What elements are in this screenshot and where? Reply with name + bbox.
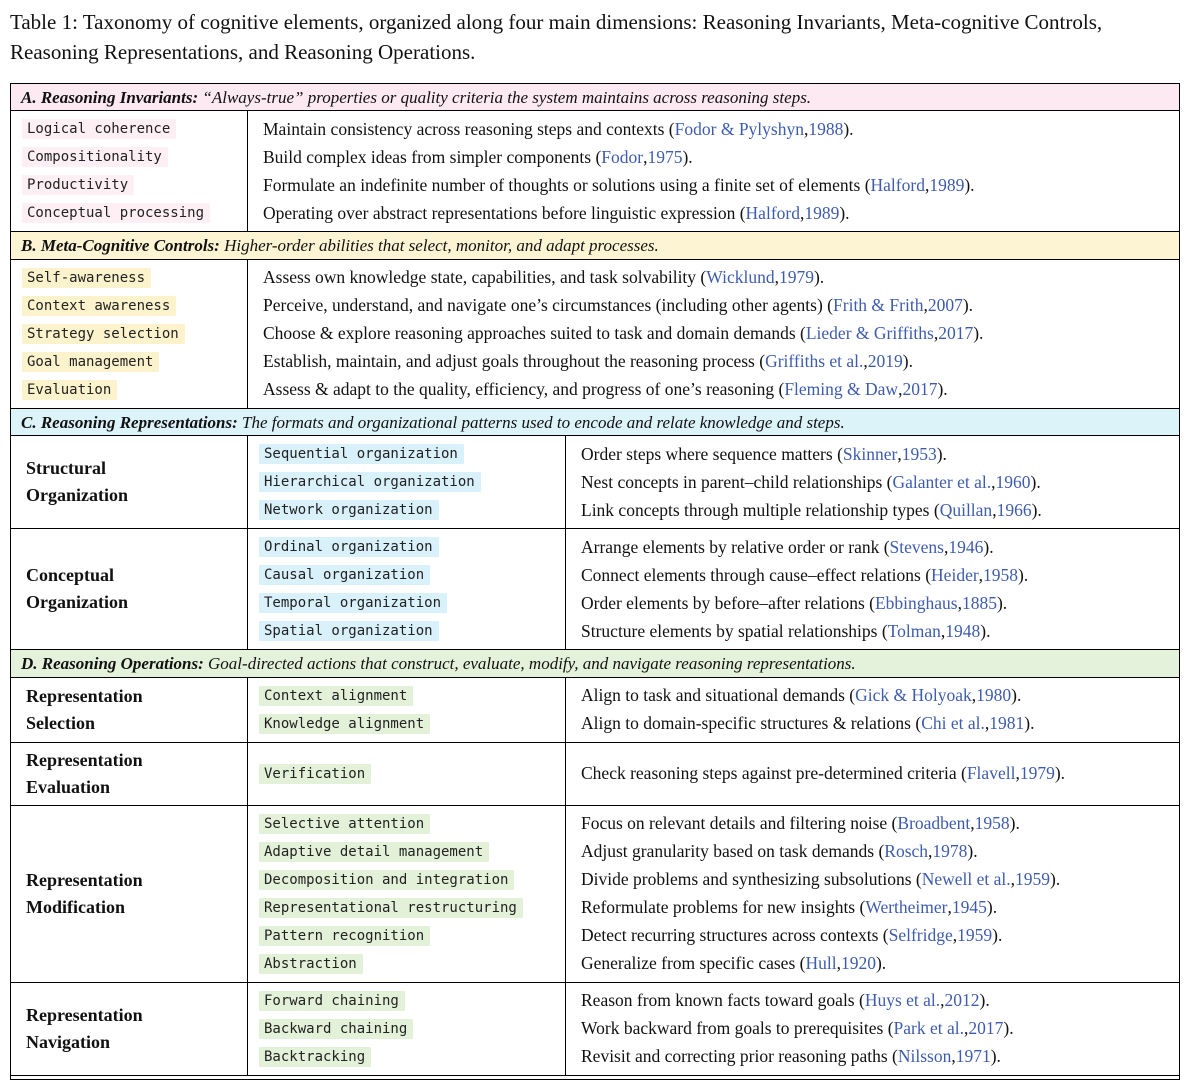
citation-close: ). [937,379,948,400]
element-chip: Compositionality [22,147,168,167]
element-chip-row [259,1043,565,1071]
citation-year-link[interactable]: 2017 [968,1018,1004,1039]
element-chip: Network organization [259,500,439,520]
citation-close: ). [1011,685,1022,706]
citation-separator: , [924,174,930,195]
element-chip-row [22,264,247,292]
description-row [581,866,1179,894]
citation-close: ). [990,1046,1001,1067]
description-text: Structure elements by spatial relationships ( [581,620,888,641]
citation-year-link[interactable]: 1975 [647,146,683,167]
citation-year-link[interactable]: 1948 [945,620,981,641]
descriptions-column [566,529,1179,649]
section-subtitle: Goal-directed actions that construct, evaluate, modify, and navigate reasoning representations. [208,654,856,674]
element-labels-column [248,436,566,528]
section-title: B. Meta-Cognitive Controls: [21,236,225,256]
description-text: Formulate an indefinite number of thoughts or solutions using a finite set of elements ( [263,174,871,195]
group-row [11,742,1179,805]
element-chip: Selective attention [259,814,430,834]
citation-close: ). [813,267,825,288]
descriptions-column [566,806,1179,982]
element-chip: Strategy selection [22,324,185,344]
description-text: Detect recurring structures across contexts ( [581,925,889,946]
description-text: Order elements by before–after relations ( [581,592,875,613]
element-chip-row [259,922,565,950]
section-header [11,649,1179,678]
citation-separator: , [957,592,962,613]
description-row [263,115,1179,143]
element-chip: Backtracking [259,1047,371,1067]
citation-author-link[interactable]: Broadbent [897,813,971,834]
sections-container [11,84,1179,1076]
group-row [11,678,1179,742]
citation-year-link[interactable]: 1953 [901,443,937,464]
citation-close: ). [1024,713,1035,734]
citation-separator: , [952,925,958,946]
element-chip: Temporal organization [259,593,447,613]
citation-author-link[interactable]: Fleming & Daw [784,379,899,400]
citation-separator: , [803,118,809,139]
group-row [11,111,1179,231]
description-row [263,264,1179,292]
citation-separator: , [643,146,648,167]
description-row [263,143,1179,171]
description-text: Link concepts through multiple relationship types ( [581,499,940,520]
description-row [581,440,1179,468]
element-chip: Backward chaining [259,1019,413,1039]
description-row [263,320,1179,348]
description-text: Reason from known facts toward goals ( [581,990,865,1011]
description-text: Choose & explore reasoning approaches suited to task and domain demands ( [263,323,806,344]
citation-separator: , [940,620,946,641]
citation-author-link[interactable]: Hull [805,953,837,974]
description-text: Check reasoning steps against pre-determined criteria ( [581,763,967,784]
citation-close: ). [973,323,984,344]
citation-year-link[interactable]: 1978 [932,841,968,862]
citation-year-link[interactable]: 1959 [1015,869,1051,890]
element-labels-column [11,260,248,408]
citation-author-link[interactable]: Park et al. [893,1018,964,1039]
group-label-line: Organization [26,592,128,613]
citation-author-link[interactable]: Nilsson [897,1046,952,1067]
description-text: Divide problems and synthesizing subsolutions ( [581,869,922,890]
element-chip: Conceptual processing [22,203,210,223]
citation-separator: , [951,1046,956,1067]
description-text: Align to domain-specific structures & relations ( [581,713,922,734]
section-b [11,231,1179,408]
description-text: Work backward from goals to prerequisites ( [581,1018,894,1039]
element-chip: Context alignment [259,686,413,706]
element-chip: Goal management [22,352,159,372]
element-chip-row [259,710,565,738]
element-chip: Logical coherence [22,119,176,139]
citation-close: ). [986,897,998,918]
citation-close: ). [1054,763,1066,784]
section-header [11,84,1179,112]
element-chip: Evaluation [22,380,117,400]
citation-year-link[interactable]: 2019 [867,351,903,372]
description-text: Revisit and correcting prior reasoning paths ( [581,1046,898,1067]
citation-author-link[interactable]: Ebbinghaus [874,592,958,613]
description-text: Nest concepts in parent–child relationships ( [581,471,893,492]
element-chip-row [22,171,247,199]
element-chip-row [259,1015,565,1043]
element-chip: Productivity [22,175,134,195]
description-text: Perceive, understand, and navigate one’s circumstances (including other agents) ( [263,295,834,316]
citation-year-link[interactable]: 1945 [951,897,987,918]
citation-author-link[interactable]: Stevens [889,536,944,557]
citation-author-link[interactable]: Rosch [884,841,929,862]
citation-author-link[interactable]: Fodor & Pylyshyn [674,118,804,139]
citation-author-link[interactable]: Selfridge [888,925,953,946]
element-chip-row [22,143,247,171]
citation-separator: , [978,564,984,585]
citation-separator: , [944,536,949,557]
description-text: Operating over abstract representations before linguistic expression ( [263,202,746,223]
element-chip: Pattern recognition [259,926,430,946]
description-row [581,922,1179,950]
group-label-line: Representation [26,1004,143,1025]
citation-author-link[interactable]: Huys et al. [864,990,941,1011]
citation-separator: , [947,897,952,918]
citation-separator: , [898,379,903,400]
citation-separator: , [1010,869,1016,890]
citation-author-link[interactable]: Quillan [939,499,993,520]
citation-author-link[interactable]: Chi et al. [921,713,985,734]
citation-separator: , [923,295,928,316]
citation-separator: , [799,202,805,223]
citation-close: ). [1009,813,1020,834]
citation-year-link[interactable]: 1885 [961,592,997,613]
citation-author-link[interactable]: Frith & Frith [833,295,924,316]
group-row [11,982,1179,1076]
description-text: Build complex ideas from simpler components ( [263,146,602,167]
description-text: Maintain consistency across reasoning steps and contexts ( [263,118,675,139]
citation-close: ). [936,443,947,464]
element-chip: Adaptive detail management [259,842,489,862]
group-row [11,260,1179,408]
element-chip: Self-awareness [22,268,151,288]
section-subtitle: The formats and organizational patterns used to encode and relate knowledge and steps. [242,412,845,432]
description-text: Establish, maintain, and adjust goals throughout the reasoning process ( [263,351,766,372]
descriptions-column [248,260,1179,408]
element-chip-row [259,589,565,617]
description-row [581,1015,1179,1043]
group-label-cell [11,743,248,805]
citation-close: ). [902,351,913,372]
section-groups [11,260,1179,408]
group-label-line: Modification [26,896,125,917]
element-chip-row [22,320,247,348]
group-label-line: Evaluation [26,776,111,797]
citation-year-link[interactable]: 1971 [955,1046,991,1067]
citation-year-link[interactable]: 2017 [938,323,974,344]
citation-separator: , [897,443,902,464]
description-row [581,468,1179,496]
citation-close: ). [980,620,991,641]
description-row [581,710,1179,738]
citation-author-link[interactable]: Skinner [842,443,898,464]
citation-close: ). [992,925,1003,946]
citation-close: ). [843,118,854,139]
element-chip-row [259,617,565,645]
description-row [581,1043,1179,1071]
element-chip: Verification [259,764,371,784]
taxonomy-table [10,83,1180,1080]
group-label-cell [11,983,248,1075]
element-chip: Causal organization [259,565,430,585]
citation-close: ). [1050,869,1061,890]
element-labels-column [248,743,566,805]
element-chip: Knowledge alignment [259,714,430,734]
citation-author-link[interactable]: Wicklund [706,267,775,288]
description-row [581,589,1179,617]
citation-separator: , [928,841,933,862]
element-chip-row [259,496,565,524]
citation-year-link[interactable]: 2007 [927,295,963,316]
descriptions-column [566,743,1179,805]
citation-separator: , [991,471,996,492]
citation-author-link[interactable]: Heider [931,564,979,585]
description-row [581,894,1179,922]
citation-year-link[interactable]: 1958 [974,813,1010,834]
citation-close: ). [1003,1018,1014,1039]
description-row [581,496,1179,524]
citation-year-link[interactable]: 1946 [948,536,984,557]
section-groups [11,678,1179,1076]
element-chip-row [259,838,565,866]
section-subtitle: “Always-true” properties or quality criteria the system maintains across reasoning steps. [202,87,812,107]
section-subtitle: Higher-order abilities that select, monitor, and adapt processes. [224,236,659,256]
description-text: Focus on relevant details and filtering noise ( [581,813,898,834]
citation-separator: , [971,685,977,706]
section-title: A. Reasoning Invariants: [21,87,203,107]
element-labels-column [248,529,566,649]
section-header [11,408,1179,437]
citation-author-link[interactable]: Galanter et al. [892,471,992,492]
element-chip-row [22,115,247,143]
citation-close: ). [875,953,887,974]
citation-author-link[interactable]: Tolman [887,620,941,641]
citation-separator: , [984,713,990,734]
citation-year-link[interactable]: 1979 [778,267,814,288]
group-label-cell [11,678,248,742]
element-chip: Ordinal organization [259,537,439,557]
description-row [263,292,1179,320]
description-row [263,199,1179,227]
group-label-cell [11,806,248,982]
descriptions-column [566,436,1179,528]
description-row [581,617,1179,645]
table-caption: Table 1: Taxonomy of cognitive elements, organized along four main dimensions: Reasoning Invariants, Meta-cognitive Controls, Reasoning Representations, and Reasoning Operations. [10,10,1103,64]
citation-author-link[interactable]: Flavell [966,763,1016,784]
element-chip: Context awareness [22,296,176,316]
element-chip-row [259,760,565,788]
description-text: Arrange elements by relative order or rank ( [581,536,890,557]
citation-year-link[interactable]: 1980 [976,685,1012,706]
citation-close: ). [839,202,850,223]
description-row [581,987,1179,1015]
citation-author-link[interactable]: Halford [870,174,925,195]
citation-close: ). [1031,499,1042,520]
element-chip-row [259,561,565,589]
description-row [263,376,1179,404]
citation-author-link[interactable]: Halford [745,202,800,223]
citation-close: ). [1018,564,1029,585]
element-chip: Abstraction [259,954,363,974]
description-text: Assess own knowledge state, capabilities, and task solvability ( [263,267,707,288]
citation-year-link[interactable]: 2017 [902,379,938,400]
group-label-line: Organization [26,485,128,506]
section-d [11,649,1179,1076]
citation-year-link[interactable]: 1989 [929,174,965,195]
citation-year-link[interactable]: 2012 [944,990,980,1011]
citation-separator: , [836,953,841,974]
element-chip-row [259,866,565,894]
description-row [263,171,1179,199]
element-labels-column [248,806,566,982]
element-labels-column [248,983,566,1075]
group-row [11,436,1179,528]
group-row [11,805,1179,982]
element-chip-row [259,894,565,922]
citation-year-link[interactable]: 1966 [996,499,1032,520]
element-labels-column [248,678,566,742]
citation-year-link[interactable]: 1920 [840,953,876,974]
citation-close: ). [979,990,990,1011]
group-label-cell [11,436,248,528]
description-row [581,810,1179,838]
element-chip-row [22,199,247,227]
citation-close: ). [682,146,693,167]
description-row [581,561,1179,589]
element-chip-row [22,348,247,376]
section-c [11,408,1179,650]
section-a [11,84,1179,232]
description-text: Generalize from specific cases ( [581,953,806,974]
description-text: Order steps where sequence matters ( [581,443,843,464]
citation-close: ). [962,295,974,316]
citation-author-link[interactable]: Gick & Holyoak [855,685,972,706]
citation-close: ). [967,841,978,862]
element-chip-row [259,533,565,561]
element-chip-row [259,468,565,496]
group-label-line: Representation [26,685,143,706]
group-label-line: Structural [26,458,106,479]
citation-separator: , [992,499,997,520]
section-header [11,231,1179,260]
element-chip-row [259,810,565,838]
description-row [581,760,1179,788]
citation-close: ). [983,536,994,557]
group-label-line: Conceptual [26,565,115,586]
description-text: Assess & adapt to the quality, efficiency, and progress of one’s reasoning ( [263,379,785,400]
citation-year-link[interactable]: 1981 [989,713,1025,734]
description-row [581,950,1179,978]
citation-separator: , [933,323,939,344]
element-chip-row [22,376,247,404]
element-chip-row [259,950,565,978]
group-label-line: Representation [26,869,143,890]
element-chip: Decomposition and integration [259,870,514,890]
descriptions-column [566,983,1179,1075]
citation-year-link[interactable]: 1989 [804,202,840,223]
description-text: Connect elements through cause–effect relations ( [581,564,932,585]
group-row [11,528,1179,649]
description-row [581,533,1179,561]
element-chip: Forward chaining [259,991,405,1011]
description-text: Align to task and situational demands ( [581,685,856,706]
citation-separator: , [1015,763,1020,784]
citation-year-link[interactable]: 1958 [983,564,1019,585]
citation-year-link[interactable]: 1988 [808,118,844,139]
citation-separator: , [964,1018,969,1039]
descriptions-column [248,111,1179,231]
citation-year-link[interactable]: 1959 [957,925,993,946]
citation-separator: , [940,990,945,1011]
element-chip: Spatial organization [259,621,439,641]
element-chip-row [259,987,565,1015]
element-chip: Hierarchical organization [259,472,481,492]
section-groups [11,436,1179,649]
section-title: C. Reasoning Representations: [21,412,243,432]
citation-close: ). [1030,471,1041,492]
description-row [263,348,1179,376]
citation-close: ). [996,592,1008,613]
citation-year-link[interactable]: 1960 [995,471,1031,492]
description-row [581,682,1179,710]
group-label-line: Navigation [26,1031,111,1052]
element-chip-row [259,682,565,710]
description-text: Adjust granularity based on task demands ( [581,841,885,862]
citation-separator: , [774,267,779,288]
citation-separator: , [863,351,868,372]
element-chip: Representational restructuring [259,898,523,918]
group-label-line: Representation [26,749,143,770]
group-label-line: Selection [26,712,95,733]
group-label-cell [11,529,248,649]
citation-author-link[interactable]: Griffiths et al. [765,351,864,372]
citation-close: ). [964,174,975,195]
section-title: D. Reasoning Operations: [21,654,209,674]
element-chip: Sequential organization [259,444,464,464]
element-labels-column [11,111,248,231]
citation-author-link[interactable]: Fodor [601,146,644,167]
description-text: Reformulate problems for new insights ( [581,897,866,918]
citation-separator: , [970,813,975,834]
citation-author-link[interactable]: Lieder & Griffiths [805,323,934,344]
element-chip-row [259,440,565,468]
descriptions-column [566,678,1179,742]
citation-year-link[interactable]: 1979 [1019,763,1055,784]
element-chip-row [22,292,247,320]
section-groups [11,111,1179,231]
description-row [581,838,1179,866]
citation-author-link[interactable]: Wertheimer [865,897,948,918]
citation-author-link[interactable]: Newell et al. [921,869,1011,890]
